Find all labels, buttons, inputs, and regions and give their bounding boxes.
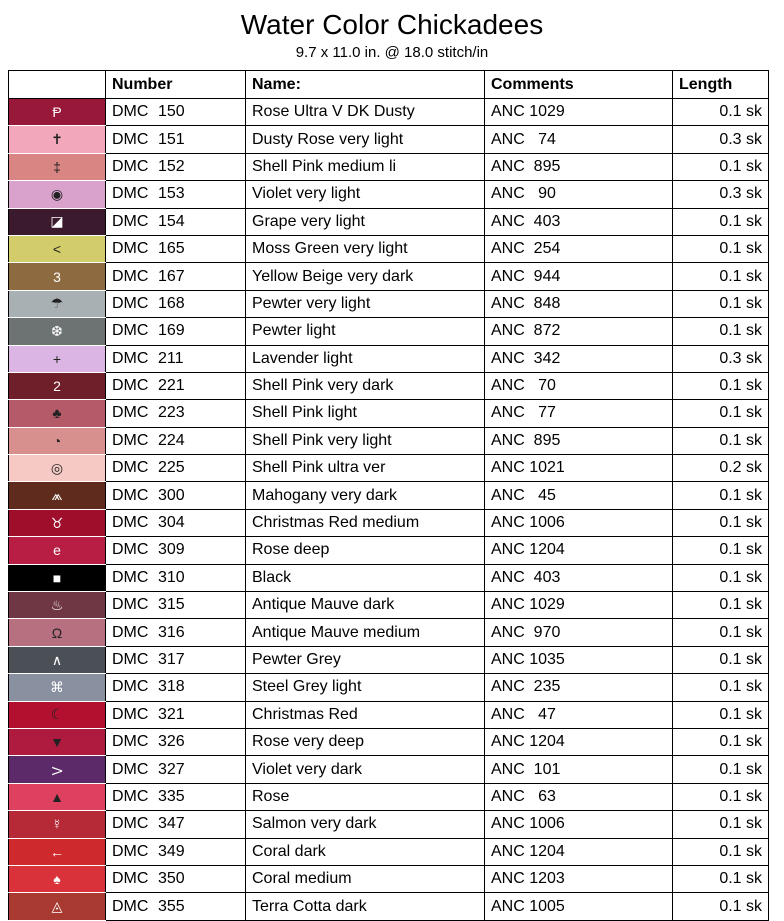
table-row [9,345,769,372]
thread-number [106,153,246,180]
thread-comment: ANC 944 [485,263,673,290]
color-swatch [9,646,106,673]
stitch-symbol-icon: ☾ [50,706,64,723]
table-row [9,537,769,564]
comments-header: Comments [485,71,673,99]
thread-comment: ANC 235 [485,674,673,701]
thread-comment: ANC 403 [485,564,673,591]
thread-name: Shell Pink medium li [246,153,485,180]
thread-number [106,99,246,126]
thread-number [106,893,246,920]
table-row [9,153,769,180]
thread-number [106,728,246,755]
stitch-symbol-icon: < [52,241,62,258]
length-header: Length [673,71,769,99]
thread-length: 0.1 sk [673,592,769,619]
thread-comment: ANC 90 [485,181,673,208]
thread-name: Lavender light [246,345,485,372]
stitch-symbol-icon: ⩕ [51,487,63,504]
thread-number [106,181,246,208]
table-row [9,893,769,920]
table-row [9,455,769,482]
table-row [9,728,769,755]
thread-code: 300 [158,486,185,504]
thread-code: 153 [158,185,185,203]
thread-number [106,263,246,290]
thread-legend-table [8,70,769,921]
thread-length: 0.1 sk [673,99,769,126]
thread-code: 347 [158,815,185,833]
stitch-symbol-icon: ♨ [50,596,64,613]
thread-number [106,674,246,701]
table-header-row [9,71,769,99]
color-swatch [9,811,106,838]
thread-number [106,537,246,564]
thread-length: 0.1 sk [673,372,769,399]
color-swatch [9,756,106,783]
thread-name: Christmas Red medium [246,509,485,536]
thread-number [106,756,246,783]
thread-brand: DMC [112,185,149,203]
thread-name: Shell Pink very dark [246,372,485,399]
thread-length: 0.1 sk [673,263,769,290]
thread-brand: DMC [112,705,149,723]
table-row [9,619,769,646]
color-swatch [9,592,106,619]
thread-brand: DMC [112,815,149,833]
color-swatch [9,838,106,865]
thread-length: 0.1 sk [673,564,769,591]
thread-name: Coral dark [246,838,485,865]
thread-code: 316 [158,623,185,641]
thread-code: 327 [158,760,185,778]
color-swatch [9,728,106,755]
thread-code: 350 [158,870,185,888]
thread-name: Pewter Grey [246,646,485,673]
thread-length: 0.2 sk [673,455,769,482]
table-row [9,126,769,153]
stitch-symbol-icon: ◎ [50,459,64,476]
thread-number [106,646,246,673]
thread-name: Rose deep [246,537,485,564]
thread-number [106,619,246,646]
thread-brand: DMC [112,431,149,449]
thread-name: Grape very light [246,208,485,235]
thread-comment: ANC 1006 [485,509,673,536]
thread-code: 223 [158,404,185,422]
thread-comment: ANC 101 [485,756,673,783]
thread-brand: DMC [112,349,149,367]
thread-brand: DMC [112,377,149,395]
thread-length: 0.1 sk [673,509,769,536]
thread-length: 0.1 sk [673,865,769,892]
name-header: Name: [246,71,485,99]
thread-comment: ANC 895 [485,153,673,180]
table-row [9,838,769,865]
thread-name: Pewter very light [246,290,485,317]
thread-length: 0.1 sk [673,482,769,509]
thread-number [106,482,246,509]
thread-number [106,509,246,536]
thread-code: 225 [158,459,185,477]
page-subtitle: 9.7 x 11.0 in. @ 18.0 stitch/in [295,44,489,61]
color-swatch [9,99,106,126]
thread-name: Terra Cotta dark [246,893,485,920]
color-swatch [9,290,106,317]
table-row [9,427,769,454]
thread-code: 221 [158,377,185,395]
table-row [9,372,769,399]
number-header: Number [106,71,246,99]
table-row [9,592,769,619]
table-row [9,235,769,262]
table-row [9,181,769,208]
page-title: Water Color Chickadees [240,9,544,40]
thread-length: 0.1 sk [673,400,769,427]
stitch-symbol-icon: ✝ [51,131,63,148]
thread-name: Rose [246,783,485,810]
thread-code: 349 [158,842,185,860]
table-row [9,208,769,235]
color-swatch [9,181,106,208]
thread-length: 0.1 sk [673,537,769,564]
thread-name: Dusty Rose very light [246,126,485,153]
table-row [9,701,769,728]
thread-comment: ANC 77 [485,400,673,427]
thread-comment: ANC 1029 [485,99,673,126]
thread-number [106,564,246,591]
thread-length: 0.3 sk [673,181,769,208]
thread-code: 151 [158,130,185,148]
thread-code: 304 [158,514,185,532]
color-swatch [9,564,106,591]
stitch-symbol-icon: ♉ [50,514,64,531]
thread-number [106,400,246,427]
stitch-symbol-icon: ■ [52,569,62,586]
thread-length: 0.3 sk [673,126,769,153]
thread-brand: DMC [112,103,149,121]
thread-code: 167 [158,267,185,285]
thread-name: Coral medium [246,865,485,892]
stitch-symbol-icon: 𝈷 [51,763,63,780]
thread-name: Shell Pink ultra ver [246,455,485,482]
thread-code: 168 [158,294,185,312]
thread-code: 169 [158,322,185,340]
thread-length: 0.1 sk [673,701,769,728]
table-row [9,99,769,126]
thread-brand: DMC [112,568,149,586]
thread-name: Violet very dark [246,756,485,783]
color-swatch [9,674,106,701]
thread-length: 0.1 sk [673,893,769,920]
table-row [9,263,769,290]
thread-name: Rose very deep [246,728,485,755]
table-body [9,99,769,921]
thread-number [106,126,246,153]
thread-brand: DMC [112,157,149,175]
stitch-symbol-icon: ♠ [53,871,61,888]
stitch-symbol-icon: ❆ [51,322,63,339]
thread-number [106,783,246,810]
thread-length: 0.1 sk [673,153,769,180]
color-swatch [9,208,106,235]
color-swatch [9,893,106,920]
stitch-symbol-icon: 2 [53,378,61,395]
stitch-symbol-icon: 3 [53,268,61,285]
thread-code: 335 [158,787,185,805]
thread-length: 0.1 sk [673,646,769,673]
thread-number [106,290,246,317]
thread-name: Salmon very dark [246,811,485,838]
color-swatch [9,372,106,399]
thread-comment: ANC 1035 [485,646,673,673]
table-row [9,400,769,427]
thread-comment: ANC 970 [485,619,673,646]
thread-brand: DMC [112,651,149,668]
thread-name: Violet very light [246,181,485,208]
color-swatch [9,263,106,290]
thread-name: Steel Grey light [246,674,485,701]
thread-brand: DMC [112,322,149,340]
thread-name: Christmas Red [246,701,485,728]
stitch-symbol-icon: ☿ [51,816,63,833]
stitch-symbol-icon: Ω [51,624,63,641]
thread-number [106,811,246,838]
thread-number [106,838,246,865]
thread-length: 0.1 sk [673,728,769,755]
thread-name: Antique Mauve dark [246,592,485,619]
thread-comment: ANC 1204 [485,838,673,865]
thread-comment: ANC 895 [485,427,673,454]
thread-code: 318 [158,678,185,696]
thread-code: 211 [158,349,184,367]
thread-length: 0.1 sk [673,235,769,262]
table-row [9,756,769,783]
thread-number [106,701,246,728]
thread-code: 315 [158,596,185,614]
color-swatch [9,482,106,509]
stitch-symbol-icon: ☂ [50,295,64,312]
table-row [9,318,769,345]
thread-length: 0.1 sk [673,783,769,810]
thread-number [106,345,246,372]
thread-name: Black [246,564,485,591]
thread-code: 355 [158,897,185,915]
thread-brand: DMC [112,212,149,230]
stitch-symbol-icon: ◬ [51,898,63,915]
thread-number [106,318,246,345]
stitch-symbol-icon: ← [50,843,64,860]
color-swatch [9,400,106,427]
thread-comment: ANC 1021 [485,455,673,482]
thread-brand: DMC [112,514,149,532]
thread-comment: ANC 848 [485,290,673,317]
table-row [9,646,769,673]
thread-brand: DMC [112,541,149,559]
color-swatch [9,701,106,728]
stitch-symbol-icon: ∧ [51,651,63,668]
thread-comment: ANC 63 [485,783,673,810]
stitch-symbol-icon: e [53,542,61,559]
thread-length: 0.1 sk [673,838,769,865]
thread-comment: ANC 1204 [485,728,673,755]
color-swatch [9,455,106,482]
thread-code: 154 [158,212,185,230]
thread-comment: ANC 47 [485,701,673,728]
thread-brand: DMC [112,130,149,148]
thread-comment: ANC 70 [485,372,673,399]
thread-number [106,208,246,235]
thread-length: 0.1 sk [673,619,769,646]
thread-brand: DMC [112,623,149,641]
thread-name: Shell Pink very light [246,427,485,454]
color-swatch [9,153,106,180]
stitch-symbol-icon: ‡ [53,158,61,175]
color-swatch [9,865,106,892]
thread-brand: DMC [112,842,149,860]
thread-number [106,455,246,482]
stitch-symbol-icon: ◪ [50,213,64,230]
thread-length: 0.1 sk [673,290,769,317]
thread-comment: ANC 1203 [485,865,673,892]
thread-length: 0.1 sk [673,208,769,235]
table-row [9,509,769,536]
thread-code: 309 [158,541,185,559]
thread-comment: ANC 1204 [485,537,673,564]
thread-length: 0.3 sk [673,345,769,372]
thread-code: 165 [158,240,185,258]
table-row [9,783,769,810]
color-swatch [9,318,106,345]
table-row [9,290,769,317]
thread-code: 326 [158,733,185,751]
color-swatch [9,345,106,372]
table-row [9,811,769,838]
thread-code: 310 [158,568,185,586]
thread-comment: ANC 1005 [485,893,673,920]
thread-brand: DMC [112,897,149,915]
thread-length: 0.1 sk [673,318,769,345]
thread-name: Pewter light [246,318,485,345]
thread-brand: DMC [112,733,149,751]
thread-name: Mahogany very dark [246,482,485,509]
thread-brand: DMC [112,294,149,312]
thread-comment: ANC 1006 [485,811,673,838]
thread-brand: DMC [112,404,149,422]
stitch-symbol-icon: ▲ [50,788,64,805]
thread-brand: DMC [112,267,149,285]
thread-comment: ANC 254 [485,235,673,262]
thread-brand: DMC [112,596,149,614]
thread-comment: ANC 403 [485,208,673,235]
thread-name: Moss Green very light [246,235,485,262]
thread-name: Antique Mauve medium [246,619,485,646]
thread-comment: ANC 342 [485,345,673,372]
thread-length: 0.1 sk [673,811,769,838]
thread-number [106,427,246,454]
thread-comment: ANC 1029 [485,592,673,619]
stitch-symbol-icon: ◔ [52,432,62,449]
color-swatch [9,427,106,454]
thread-number [106,865,246,892]
table-row [9,564,769,591]
thread-code: 152 [158,157,185,175]
swatch-header [9,71,106,99]
thread-brand: DMC [112,678,149,696]
thread-number [106,372,246,399]
thread-brand: DMC [112,760,149,778]
stitch-symbol-icon: ▼ [50,734,64,751]
thread-length: 0.1 sk [673,427,769,454]
thread-code: 224 [158,431,185,449]
thread-brand: DMC [112,787,149,805]
thread-brand: DMC [112,459,149,477]
thread-number [106,235,246,262]
stitch-symbol-icon: + [52,350,62,367]
thread-name: Rose Ultra V DK Dusty [246,99,485,126]
thread-code: 317 [158,651,185,668]
color-swatch [9,783,106,810]
thread-length: 0.1 sk [673,674,769,701]
thread-code: 321 [158,705,185,723]
stitch-symbol-icon: ◉ [50,185,64,202]
stitch-symbol-icon: ⌘ [50,678,64,695]
table-row [9,865,769,892]
thread-comment: ANC 45 [485,482,673,509]
thread-brand: DMC [112,486,149,504]
thread-comment: ANC 74 [485,126,673,153]
thread-code: 150 [158,103,185,121]
thread-brand: DMC [112,870,149,888]
stitch-symbol-icon: ♣ [52,405,62,422]
color-swatch [9,619,106,646]
table-row [9,482,769,509]
thread-name: Yellow Beige very dark [246,263,485,290]
table-row [9,674,769,701]
stitch-symbol-icon: Ᵽ [52,104,62,121]
color-swatch [9,126,106,153]
color-swatch [9,509,106,536]
thread-length: 0.1 sk [673,756,769,783]
color-swatch [9,537,106,564]
thread-number [106,592,246,619]
color-swatch [9,235,106,262]
thread-comment: ANC 872 [485,318,673,345]
thread-brand: DMC [112,240,149,258]
thread-name: Shell Pink light [246,400,485,427]
